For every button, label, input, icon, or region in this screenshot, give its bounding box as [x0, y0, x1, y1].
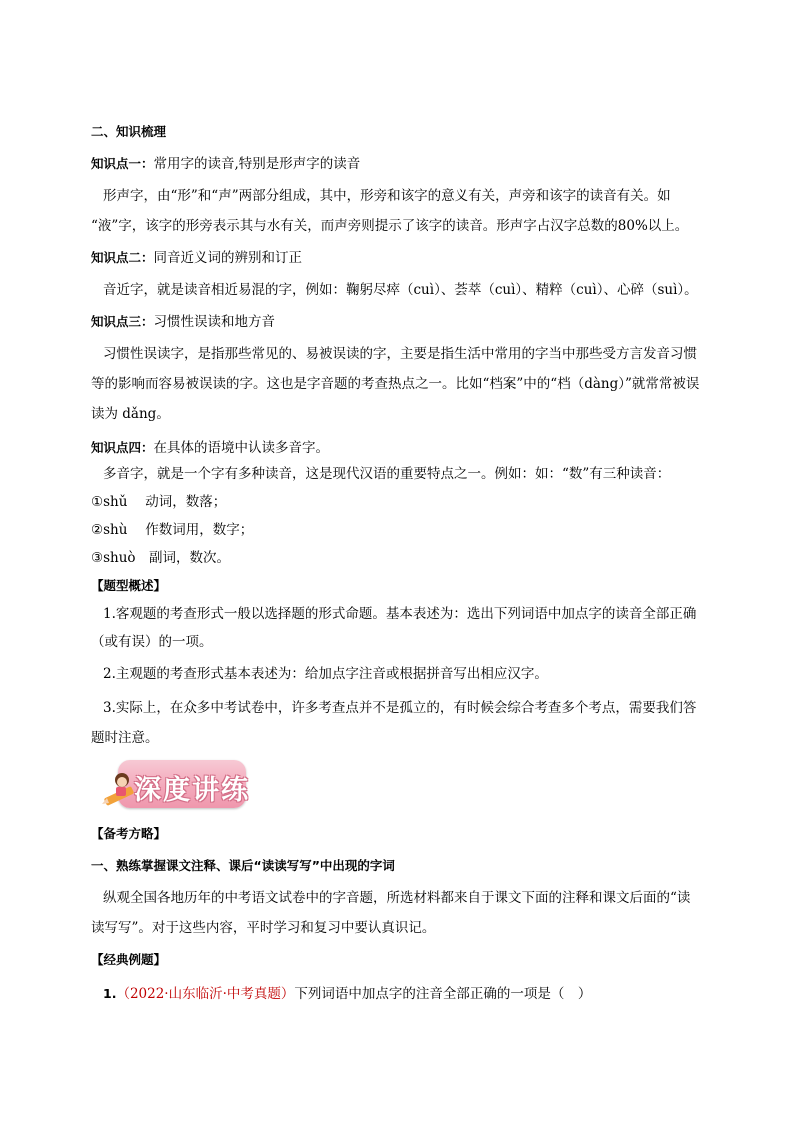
strategy-title: 【备考方略】 [91, 826, 167, 841]
kp4-title: 在具体的语境中认读多音字。 [153, 440, 330, 456]
strategy-paragraph-line1: 纵观全国各地历年的中考语文试卷中的字音题，所选材料都来自于课文下面的注释和课文后面的“读 [103, 890, 691, 906]
overview-item-3-line1: 3.实际上，在众多中考试卷中，许多考查点并不是孤立的，有时候会综合考查多个考点，需要我们答 [103, 700, 697, 716]
kp3-title: 习惯性误读和地方音 [153, 314, 276, 330]
kp2-title: 同音近义词的辨别和订正 [153, 250, 303, 266]
kp3-paragraph-line3: 读为 dǎng。 [91, 406, 170, 422]
deep-practice-banner [100, 756, 250, 818]
strategy-heading: 一、熟练掌握课文注释、课后“读读写写”中出现的字词 [91, 858, 395, 873]
overview-item-1-line2: （或有误）的一项。 [91, 634, 213, 650]
kp4-reading-2: ②shù 作数词用，数字； [91, 522, 254, 538]
question-1 [103, 984, 591, 1004]
kp3-paragraph-line2: 等的影响而容易被误读的字。这也是字音题的考查热点之一。比如“档案”中的“档（dàng）”就常常被误 [91, 376, 700, 392]
question-number: 1. [103, 986, 117, 1001]
example-title: 【经典例题】 [91, 952, 167, 967]
knowledge-point-4 [91, 438, 329, 458]
overview-title: 【题型概述】 [91, 578, 167, 593]
knowledge-point-2 [91, 248, 302, 268]
kp3-paragraph-line1: 习惯性误读字，是指那些常见的、易被误读的字，主要是指生活中常用的字当中那些受方言发音习惯 [103, 346, 697, 362]
kp4-paragraph: 多音字，就是一个字有多种读音，这是现代汉语的重要特点之一。例如：如：“数”有三种读音： [103, 466, 671, 482]
kp1-label: 知识点一： [91, 156, 154, 171]
strategy-paragraph-line2: 读写写”。对于这些内容，平时学习和复习中要认真识记。 [91, 920, 436, 936]
overview-item-2: 2.主观题的考查形式基本表述为：给加点字注音或根据拼音写出相应汉字。 [103, 666, 548, 682]
knowledge-point-3 [91, 312, 275, 332]
kp3-label: 知识点三： [91, 314, 154, 329]
knowledge-point-1 [91, 154, 360, 174]
kp2-label: 知识点二： [91, 250, 154, 265]
kp1-paragraph-line2: “液”字，该字的形旁表示其与水有关，而声旁则提示了该字的读音。形声字占汉字总数的80%以上。 [91, 218, 689, 234]
kp2-paragraph: 音近字，就是读音相近易混的字，例如：鞠躬尽瘁（cuì）、荟萃（cuì）、精粹（cuì）、心碎（suì）。 [103, 282, 698, 298]
banner-title: 深度讲练 [134, 775, 250, 806]
kp4-reading-1: ①shǔ 动词，数落； [91, 494, 227, 510]
kp1-paragraph-line1: 形声字，由“形”和“声”两部分组成，其中，形旁和该字的意义有关，声旁和该字的读音有关。如 [103, 188, 671, 204]
question-text: 下列词语中加点字的注音全部正确的一项是（ ） [294, 986, 592, 1002]
question-source: （2022·山东临沂·中考真题） [116, 986, 295, 1002]
section-heading: 二、知识梳理 [91, 124, 167, 139]
kp4-reading-3: ③shuò 副词，数次。 [91, 550, 231, 566]
overview-item-1-line1: 1.客观题的考查形式一般以选择题的形式命题。基本表述为：选出下列词语中加点字的读音全部正确 [103, 606, 697, 622]
overview-item-3-line2: 题时注意。 [91, 730, 159, 746]
kp1-title: 常用字的读音,特别是形声字的读音 [153, 156, 361, 172]
pencil-girl-icon [100, 770, 140, 810]
kp4-label: 知识点四： [91, 440, 154, 455]
